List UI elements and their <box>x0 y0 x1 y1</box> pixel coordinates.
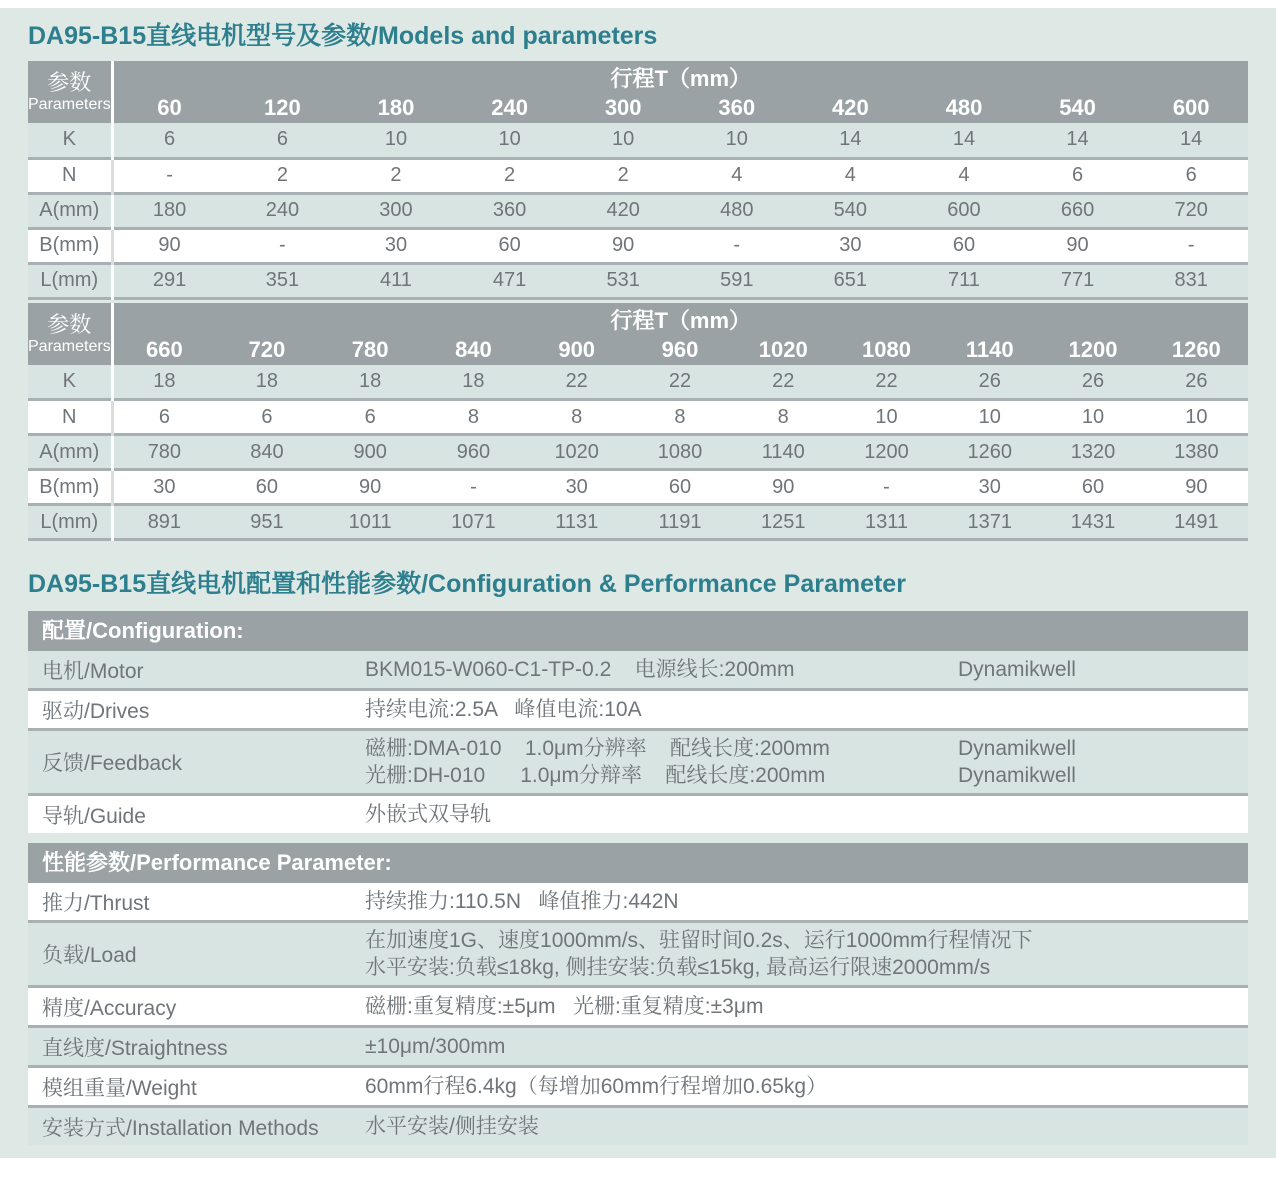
cell: 10 <box>612 128 635 151</box>
column-header-480: 480 <box>907 93 1021 123</box>
table-head <box>28 61 1248 123</box>
column-header-720: 720 <box>215 335 318 365</box>
cell: 90 <box>772 475 795 498</box>
performance-header-bar: 性能参数/Performance Parameter: <box>28 843 1248 883</box>
spec-line <box>365 762 1248 789</box>
cell: 351 <box>265 269 300 291</box>
spec-label-accuracy: 精度/Accuracy <box>42 996 177 1020</box>
spec-label-motor: 电机/Motor <box>42 659 144 683</box>
cell: 1191 <box>658 510 702 533</box>
cell: 2 <box>390 164 402 186</box>
cell: 22 <box>875 369 898 392</box>
cell: 90 <box>158 234 181 256</box>
cell: 90 <box>1185 475 1208 498</box>
header-row-columns <box>28 93 1248 123</box>
spec-line <box>365 993 1248 1020</box>
cell: 411 <box>380 269 412 291</box>
cell: 30 <box>839 234 862 256</box>
spec-label-weight: 模组重量/Weight <box>42 1076 197 1100</box>
cell: 1380 <box>1174 440 1219 463</box>
row-label-amm: A(mm) <box>28 435 112 470</box>
cell: 14 <box>839 128 862 151</box>
spec-text: 在加速度1G、速度1000mm/s、驻留时间0.2s、运行1000mm行程情况下 <box>365 929 1033 952</box>
spec-lines <box>365 1069 1248 1104</box>
brand-name: Dynamikwell <box>958 737 1076 760</box>
spec-row-motor <box>28 651 1248 688</box>
param-label-zh: 参数 <box>47 311 92 337</box>
table-row-bmm <box>28 228 1248 263</box>
spec-label-straightness: 直线度/Straightness <box>42 1036 228 1060</box>
cell: 6 <box>261 405 273 428</box>
performance-section <box>28 843 1248 1145</box>
models-table-2 <box>28 303 1248 542</box>
table-row-lmm <box>28 505 1248 540</box>
cell: 6 <box>158 405 170 428</box>
spec-lines <box>365 1109 1248 1144</box>
cell: 600 <box>947 199 981 221</box>
spec-label-load: 负载/Load <box>42 944 137 967</box>
cell: 22 <box>565 369 588 392</box>
cell: 26 <box>1081 369 1105 392</box>
cell: 60 <box>1081 475 1105 498</box>
cell: 360 <box>492 199 527 221</box>
cell: 22 <box>668 369 692 392</box>
cell: 8 <box>674 405 686 428</box>
cell: 10 <box>978 405 1001 428</box>
spec-text: 磁栅:DMA-010 1.0μm分辨率 配线长度:200mm <box>365 737 830 760</box>
cell: 900 <box>353 440 387 463</box>
spec-row-weight <box>28 1065 1248 1105</box>
config-title: DA95-B15直线电机配置和性能参数/Configuration & Performance Parameter <box>28 570 906 598</box>
spec-line <box>365 1073 1248 1100</box>
models-table-1 <box>28 61 1248 300</box>
table-body <box>28 365 1248 540</box>
column-header-180: 180 <box>339 93 453 123</box>
spec-lines <box>365 692 1248 727</box>
cell: 10 <box>1185 405 1208 428</box>
models-title: DA95-B15直线电机型号及参数/Models and parameters <box>28 22 658 50</box>
cell: 780 <box>147 440 182 463</box>
performance-rows <box>28 883 1248 1145</box>
table-row-amm <box>28 435 1248 470</box>
cell: 1140 <box>761 440 805 463</box>
cell: 300 <box>379 199 413 221</box>
spec-line <box>365 888 1248 915</box>
cell: 2 <box>504 164 516 186</box>
cell: 6 <box>364 405 376 428</box>
cell: 8 <box>571 405 583 428</box>
cell: 1260 <box>967 440 1012 463</box>
table-row-n <box>28 400 1248 435</box>
table-row-bmm <box>28 470 1248 505</box>
stroke-header-cell: 行程T（mm） <box>112 303 1248 335</box>
cell: 14 <box>1180 128 1203 151</box>
spec-text: 60mm行程6.4kg（每增加60mm行程增加0.65kg） <box>365 1075 828 1098</box>
cell: 660 <box>1060 199 1095 221</box>
row-label-k: K <box>28 123 112 158</box>
cell: 1371 <box>967 510 1012 533</box>
column-header-1260: 1260 <box>1145 335 1248 365</box>
row-label-lmm: L(mm) <box>28 505 112 540</box>
column-header-1200: 1200 <box>1041 335 1144 365</box>
cell: - <box>279 234 286 256</box>
spec-line <box>365 927 1248 954</box>
column-header-960: 960 <box>628 335 731 365</box>
column-header-1140: 1140 <box>938 335 1041 365</box>
table-row-n <box>28 158 1248 193</box>
spec-lines <box>365 652 1248 687</box>
column-header-660: 660 <box>112 335 215 365</box>
cell: 30 <box>978 475 1001 498</box>
cell: 4 <box>731 164 743 186</box>
spec-line <box>365 735 1248 762</box>
cell: 18 <box>462 369 485 392</box>
cell: - <box>883 475 890 498</box>
cell: 6 <box>163 128 176 151</box>
cell: 2 <box>617 164 629 186</box>
cell: 1071 <box>451 510 496 533</box>
table-head <box>28 303 1248 365</box>
cell: 30 <box>153 475 176 498</box>
cell: 471 <box>492 269 527 291</box>
cell: - <box>166 164 173 186</box>
cell: 840 <box>250 440 284 463</box>
column-header-120: 120 <box>226 93 340 123</box>
column-header-900: 900 <box>525 335 628 365</box>
cell: 831 <box>1174 269 1208 291</box>
cell: 240 <box>265 199 300 221</box>
configuration-section <box>28 611 1248 833</box>
datasheet-page <box>0 8 1276 1158</box>
table-row-lmm <box>28 263 1248 298</box>
row-label-bmm: B(mm) <box>28 470 112 505</box>
cell: 22 <box>772 369 795 392</box>
cell: 651 <box>833 269 868 291</box>
cell: 10 <box>875 405 898 428</box>
cell: 1080 <box>657 440 703 463</box>
cell: 6 <box>1185 164 1197 186</box>
spec-lines <box>365 797 1248 832</box>
cell: - <box>1187 234 1195 256</box>
cell: 4 <box>958 164 970 186</box>
page-content <box>0 8 1276 1145</box>
brand-name: Dynamikwell <box>958 658 1076 681</box>
spec-text: 水平安装/侧挂安装 <box>365 1115 539 1138</box>
cell: 18 <box>359 369 382 392</box>
cell: 30 <box>565 475 588 498</box>
cell: 1251 <box>760 510 806 533</box>
table-body <box>28 123 1248 298</box>
cell: 480 <box>720 199 754 221</box>
cell: 60 <box>498 234 521 256</box>
row-label-amm: A(mm) <box>28 193 112 228</box>
column-header-240: 240 <box>453 93 567 123</box>
cell: 10 <box>725 128 748 151</box>
cell: 6 <box>276 128 288 151</box>
spec-lines <box>365 923 1248 985</box>
spec-line <box>365 954 1248 981</box>
cell: 26 <box>978 369 1001 392</box>
column-header-1020: 1020 <box>732 335 835 365</box>
table-row-k <box>28 123 1248 158</box>
param-label-en: Parameters <box>28 337 111 355</box>
cell: 10 <box>498 128 521 151</box>
cell: 10 <box>384 128 408 151</box>
spec-text: 磁栅:重复精度:±5μm 光栅:重复精度:±3μm <box>365 995 764 1018</box>
column-header-1080: 1080 <box>835 335 938 365</box>
cell: 591 <box>720 269 754 291</box>
cell: 8 <box>777 405 789 428</box>
column-header-300: 300 <box>566 93 680 123</box>
cell: 26 <box>1185 369 1208 392</box>
spec-label-drives: 驱动/Drives <box>42 699 150 723</box>
cell: 1320 <box>1070 440 1116 463</box>
cell: 711 <box>948 269 980 291</box>
column-header-420: 420 <box>794 93 908 123</box>
cell: - <box>470 475 477 498</box>
parameters-header-cell <box>28 303 112 365</box>
spec-line <box>365 1113 1248 1140</box>
column-header-780: 780 <box>319 335 422 365</box>
cell: 531 <box>606 269 640 291</box>
cell: 60 <box>952 234 976 256</box>
cell: 1131 <box>555 510 599 533</box>
spec-row-load <box>28 920 1248 985</box>
cell: 18 <box>153 369 176 392</box>
spec-text: 水平安装:负载≤18kg, 侧挂安装:负载≤15kg, 最高运行限速2000mm/s <box>365 956 991 979</box>
cell: 771 <box>1060 269 1095 291</box>
row-label-bmm: B(mm) <box>28 228 112 263</box>
header-row-stroke <box>28 61 1248 93</box>
column-header-360: 360 <box>680 93 794 123</box>
spec-text: 持续电流:2.5A 峰值电流:10A <box>365 698 642 721</box>
spec-row-guide <box>28 793 1248 833</box>
configuration-rows <box>28 651 1248 833</box>
row-label-n: N <box>28 158 112 193</box>
column-header-840: 840 <box>422 335 525 365</box>
cell: 18 <box>255 369 279 392</box>
spec-row-straightness <box>28 1025 1248 1065</box>
cell: 420 <box>606 199 640 221</box>
cell: 90 <box>612 234 635 256</box>
spec-row-feedback <box>28 728 1248 793</box>
spec-text: 持续推力:110.5N 峰值推力:442N <box>365 890 679 913</box>
cell: 1011 <box>348 510 392 533</box>
configuration-header-bar: 配置/Configuration: <box>28 611 1248 651</box>
cell: 30 <box>384 234 408 256</box>
cell: 891 <box>147 510 182 533</box>
row-label-lmm: L(mm) <box>28 263 112 298</box>
row-label-n: N <box>28 400 112 435</box>
spec-label-installation-methods: 安装方式/Installation Methods <box>42 1116 319 1140</box>
cell: 10 <box>1081 405 1105 428</box>
spec-text: 外嵌式双导轨 <box>365 803 491 826</box>
cell: 6 <box>1071 164 1084 186</box>
spec-row-accuracy <box>28 985 1248 1025</box>
cell: 1491 <box>1174 510 1219 533</box>
spec-row-installation-methods <box>28 1105 1248 1145</box>
cell: 1311 <box>864 510 908 533</box>
cell: 291 <box>152 269 187 291</box>
cell: 4 <box>844 164 856 186</box>
cell: 90 <box>359 475 382 498</box>
table-row-amm <box>28 193 1248 228</box>
stroke-header-cell: 行程T（mm） <box>112 61 1248 93</box>
spec-text: 光栅:DH-010 1.0μm分辩率 配线长度:200mm <box>365 764 826 787</box>
spec-lines <box>365 884 1248 919</box>
cell: 60 <box>668 475 692 498</box>
column-header-60: 60 <box>112 93 226 123</box>
cell: 14 <box>1066 128 1089 151</box>
cell: 14 <box>952 128 976 151</box>
spec-text: BKM015-W060-C1-TP-0.2 电源线长:200mm <box>365 658 795 681</box>
table-row-k <box>28 365 1248 400</box>
cell: 1200 <box>864 440 909 463</box>
header-row-columns <box>28 335 1248 365</box>
cell: 720 <box>1174 199 1208 221</box>
parameters-header-cell <box>28 61 112 123</box>
param-label-zh: 参数 <box>47 70 92 95</box>
column-header-600: 600 <box>1134 93 1248 123</box>
cell: 60 <box>255 475 279 498</box>
spec-lines <box>365 731 1248 793</box>
spec-lines <box>365 1029 1248 1064</box>
row-label-k: K <box>28 365 112 400</box>
spec-label-guide: 导轨/Guide <box>42 804 146 828</box>
spec-line <box>365 1033 1248 1060</box>
spec-row-thrust <box>28 883 1248 920</box>
cell: - <box>733 234 741 256</box>
cell: 960 <box>456 440 491 463</box>
spec-line <box>365 656 1248 683</box>
spec-label-feedback: 反馈/Feedback <box>42 752 183 775</box>
spec-line <box>365 801 1248 828</box>
spec-lines <box>365 989 1248 1024</box>
brand-name: Dynamikwell <box>958 764 1076 787</box>
spec-label-thrust: 推力/Thrust <box>42 891 150 915</box>
param-label-en: Parameters <box>28 96 111 113</box>
cell: 540 <box>833 199 868 221</box>
cell: 951 <box>250 510 284 533</box>
cell: 180 <box>152 199 187 221</box>
cell: 1431 <box>1070 510 1116 533</box>
header-row-stroke <box>28 303 1248 335</box>
cell: 2 <box>276 164 288 186</box>
spec-line <box>365 696 1248 723</box>
cell: 90 <box>1066 234 1089 256</box>
spec-row-drives <box>28 688 1248 728</box>
models-tables <box>28 61 1248 541</box>
cell: 1020 <box>554 440 599 463</box>
column-header-540: 540 <box>1021 93 1135 123</box>
cell: 8 <box>467 405 479 428</box>
spec-text: ±10μm/300mm <box>365 1035 506 1058</box>
